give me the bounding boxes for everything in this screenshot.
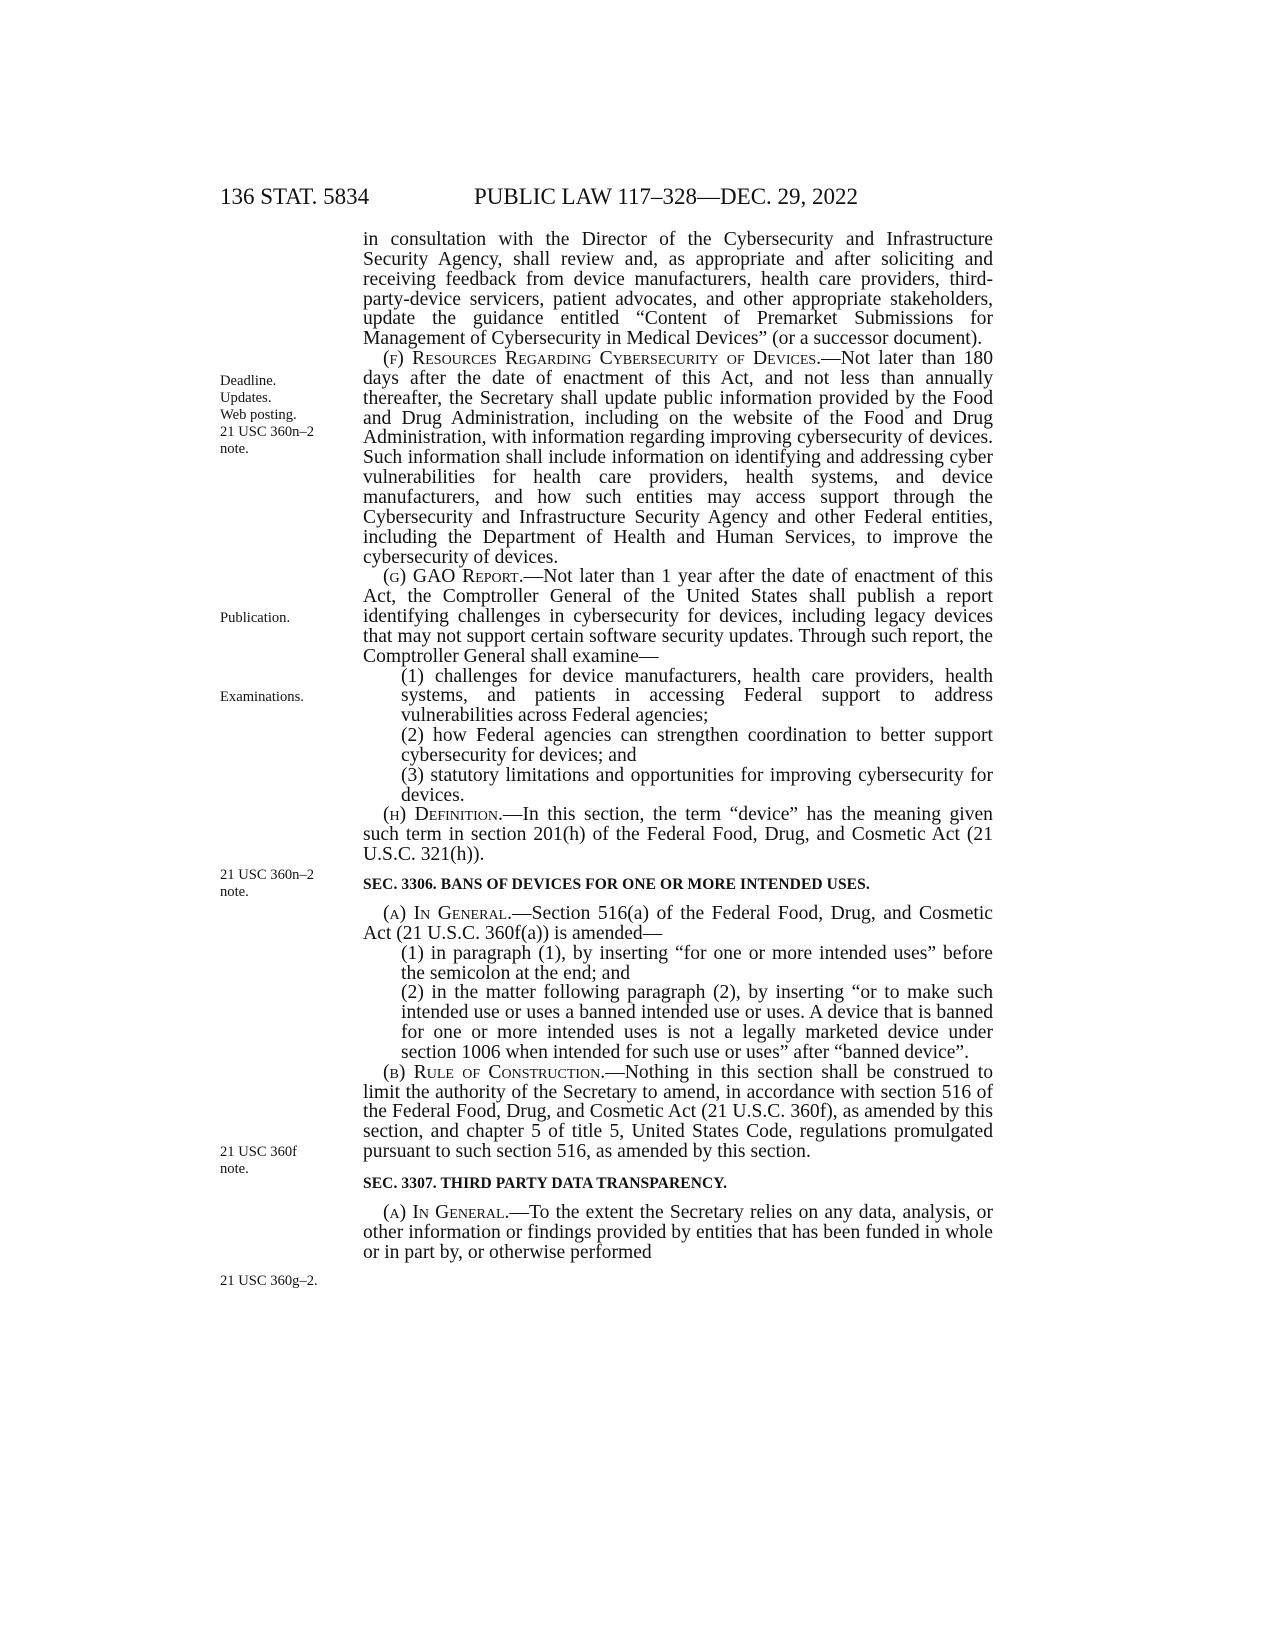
main-text-column (363, 230, 993, 1263)
subsection-f-text: —Not later than 180 days after the date of enactment of this Act, and not less than annually thereafter, the Secretary shall update public information provided by the Food and Drug Administration, including on the website of the Food and Drug Administration, with information regarding improving cybersecurity of devices. Such information shall include information on identifying and addressing cyber vulnerabilities for health care providers, health systems, and device manufacturers, and how such entities may access support through the Cybersecurity and Infrastructure Security Agency and other Federal entities, including the Department of Health and Human Services, to improve the cybersecurity of devices. (363, 348, 993, 568)
section-3306-heading: SEC. 3306. BANS OF DEVICES FOR ONE OR MORE INTENDED USES. (363, 876, 870, 893)
margin-note-examinations: Examinations. (220, 689, 304, 705)
section-3306-a-item-1: (1) in paragraph (1), by inserting “for one or more intended uses” before the semicolon at the end; and (401, 942, 993, 984)
section-3306-a-item-2: (2) in the matter following paragraph (2), by inserting “or to make such intended use or uses a banned intended use or uses. A device that is banned for one or more intended uses is not a legally marketed device under section 1006 when intended for such use or uses” after “banned device”. (401, 982, 993, 1063)
public-law-citation: PUBLIC LAW 117–328—DEC. 29, 2022 (474, 184, 859, 209)
margin-note-usc-360f: 21 USC 360f note. (220, 1144, 298, 1177)
section-3306-a-heading: (a) In General. (383, 903, 513, 924)
subsection-h-text: —In this section, the term “device” has the meaning given such term in section 201(h) of the Federal Food, Drug, and Cosmetic Act (21 U.S.C. 321(h)). (363, 804, 993, 866)
margin-note-usc-360n2: 21 USC 360n–2 note. (220, 867, 315, 900)
margin-note-publication: Publication. (220, 610, 291, 626)
section-3307-a (363, 1203, 993, 1263)
running-header (220, 182, 920, 212)
subsection-g-text: —Not later than 1 year after the date of enactment of this Act, the Comptroller General of the United States shall publish a report identifying challenges in cybersecurity for devices, including legacy devices that may not support certain software security updates. Through such report, the Comptroller General shall examine— (363, 566, 993, 667)
subsection-f-heading: (f) Resources Regarding Cybersecurity of Devices. (383, 348, 822, 370)
section-3307-heading: SEC. 3307. THIRD PARTY DATA TRANSPARENCY. (363, 1174, 728, 1192)
section-3306-b (363, 1063, 993, 1162)
section-3306-a (363, 904, 993, 944)
subsection-g (363, 567, 993, 666)
subsection-g-item-1: (1) challenges for device manufacturers, health care providers, health systems, and patients in accessing Federal support to address vulnerabilities across Federal agencies; (401, 665, 993, 727)
subsection-h-heading: (h) Definition. (383, 804, 503, 826)
subsection-g-item-3: (3) statutory limitations and opportunities for improving cybersecurity for devices. (401, 764, 993, 806)
section-3306-b-text: —Nothing in this section shall be construed to limit the authority of the Secretary to amend, in accordance with section 516 of the Federal Food, Drug, and Cosmetic Act (21 U.S.C. 360f), as amended by this section, and chapter 5 of title 5, United States Code, regulations promulgated pursuant to such section 516, as amended by this section. (363, 1061, 993, 1163)
section-3306-a-text: —Section 516(a) of the Federal Food, Drug, and Cosmetic Act (21 U.S.C. 360f(a)) is amended— (363, 903, 993, 944)
section-3307-a-heading: (a) In General. (383, 1201, 510, 1223)
subsection-g-heading: (g) GAO Report. (383, 566, 524, 588)
section-3307-a-text: —To the extent the Secretary relies on any data, analysis, or other information or findings provided by entities that has been funded in whole or in part by, or otherwise performed (363, 1201, 994, 1263)
subsection-h (363, 805, 993, 865)
margin-note-usc-360g2: 21 USC 360g–2. (220, 1273, 318, 1289)
statute-page-number: 136 STAT. 5834 (220, 184, 370, 209)
paragraph-continuation: in consultation with the Director of the Cybersecurity and Infrastructure Security Agency, shall review and, as appropriate and after soliciting and receiving feedback from device manufacturers, health care providers, third-party-device servicers, patient advocates, and other appropriate stakeholders, update the guidance entitled “Content of Premarket Submissions for Management of Cybersecurity in Medical Devices” (or a successor document). (363, 229, 993, 350)
margin-note-deadline: Deadline. Updates. Web posting. 21 USC 360n–2 note. (220, 373, 315, 457)
subsection-f (363, 349, 993, 567)
section-3306-b-heading: (b) Rule of Construction. (383, 1061, 606, 1083)
subsection-g-item-2: (2) how Federal agencies can strengthen coordination to better support cybersecurity for devices; and (401, 725, 993, 766)
